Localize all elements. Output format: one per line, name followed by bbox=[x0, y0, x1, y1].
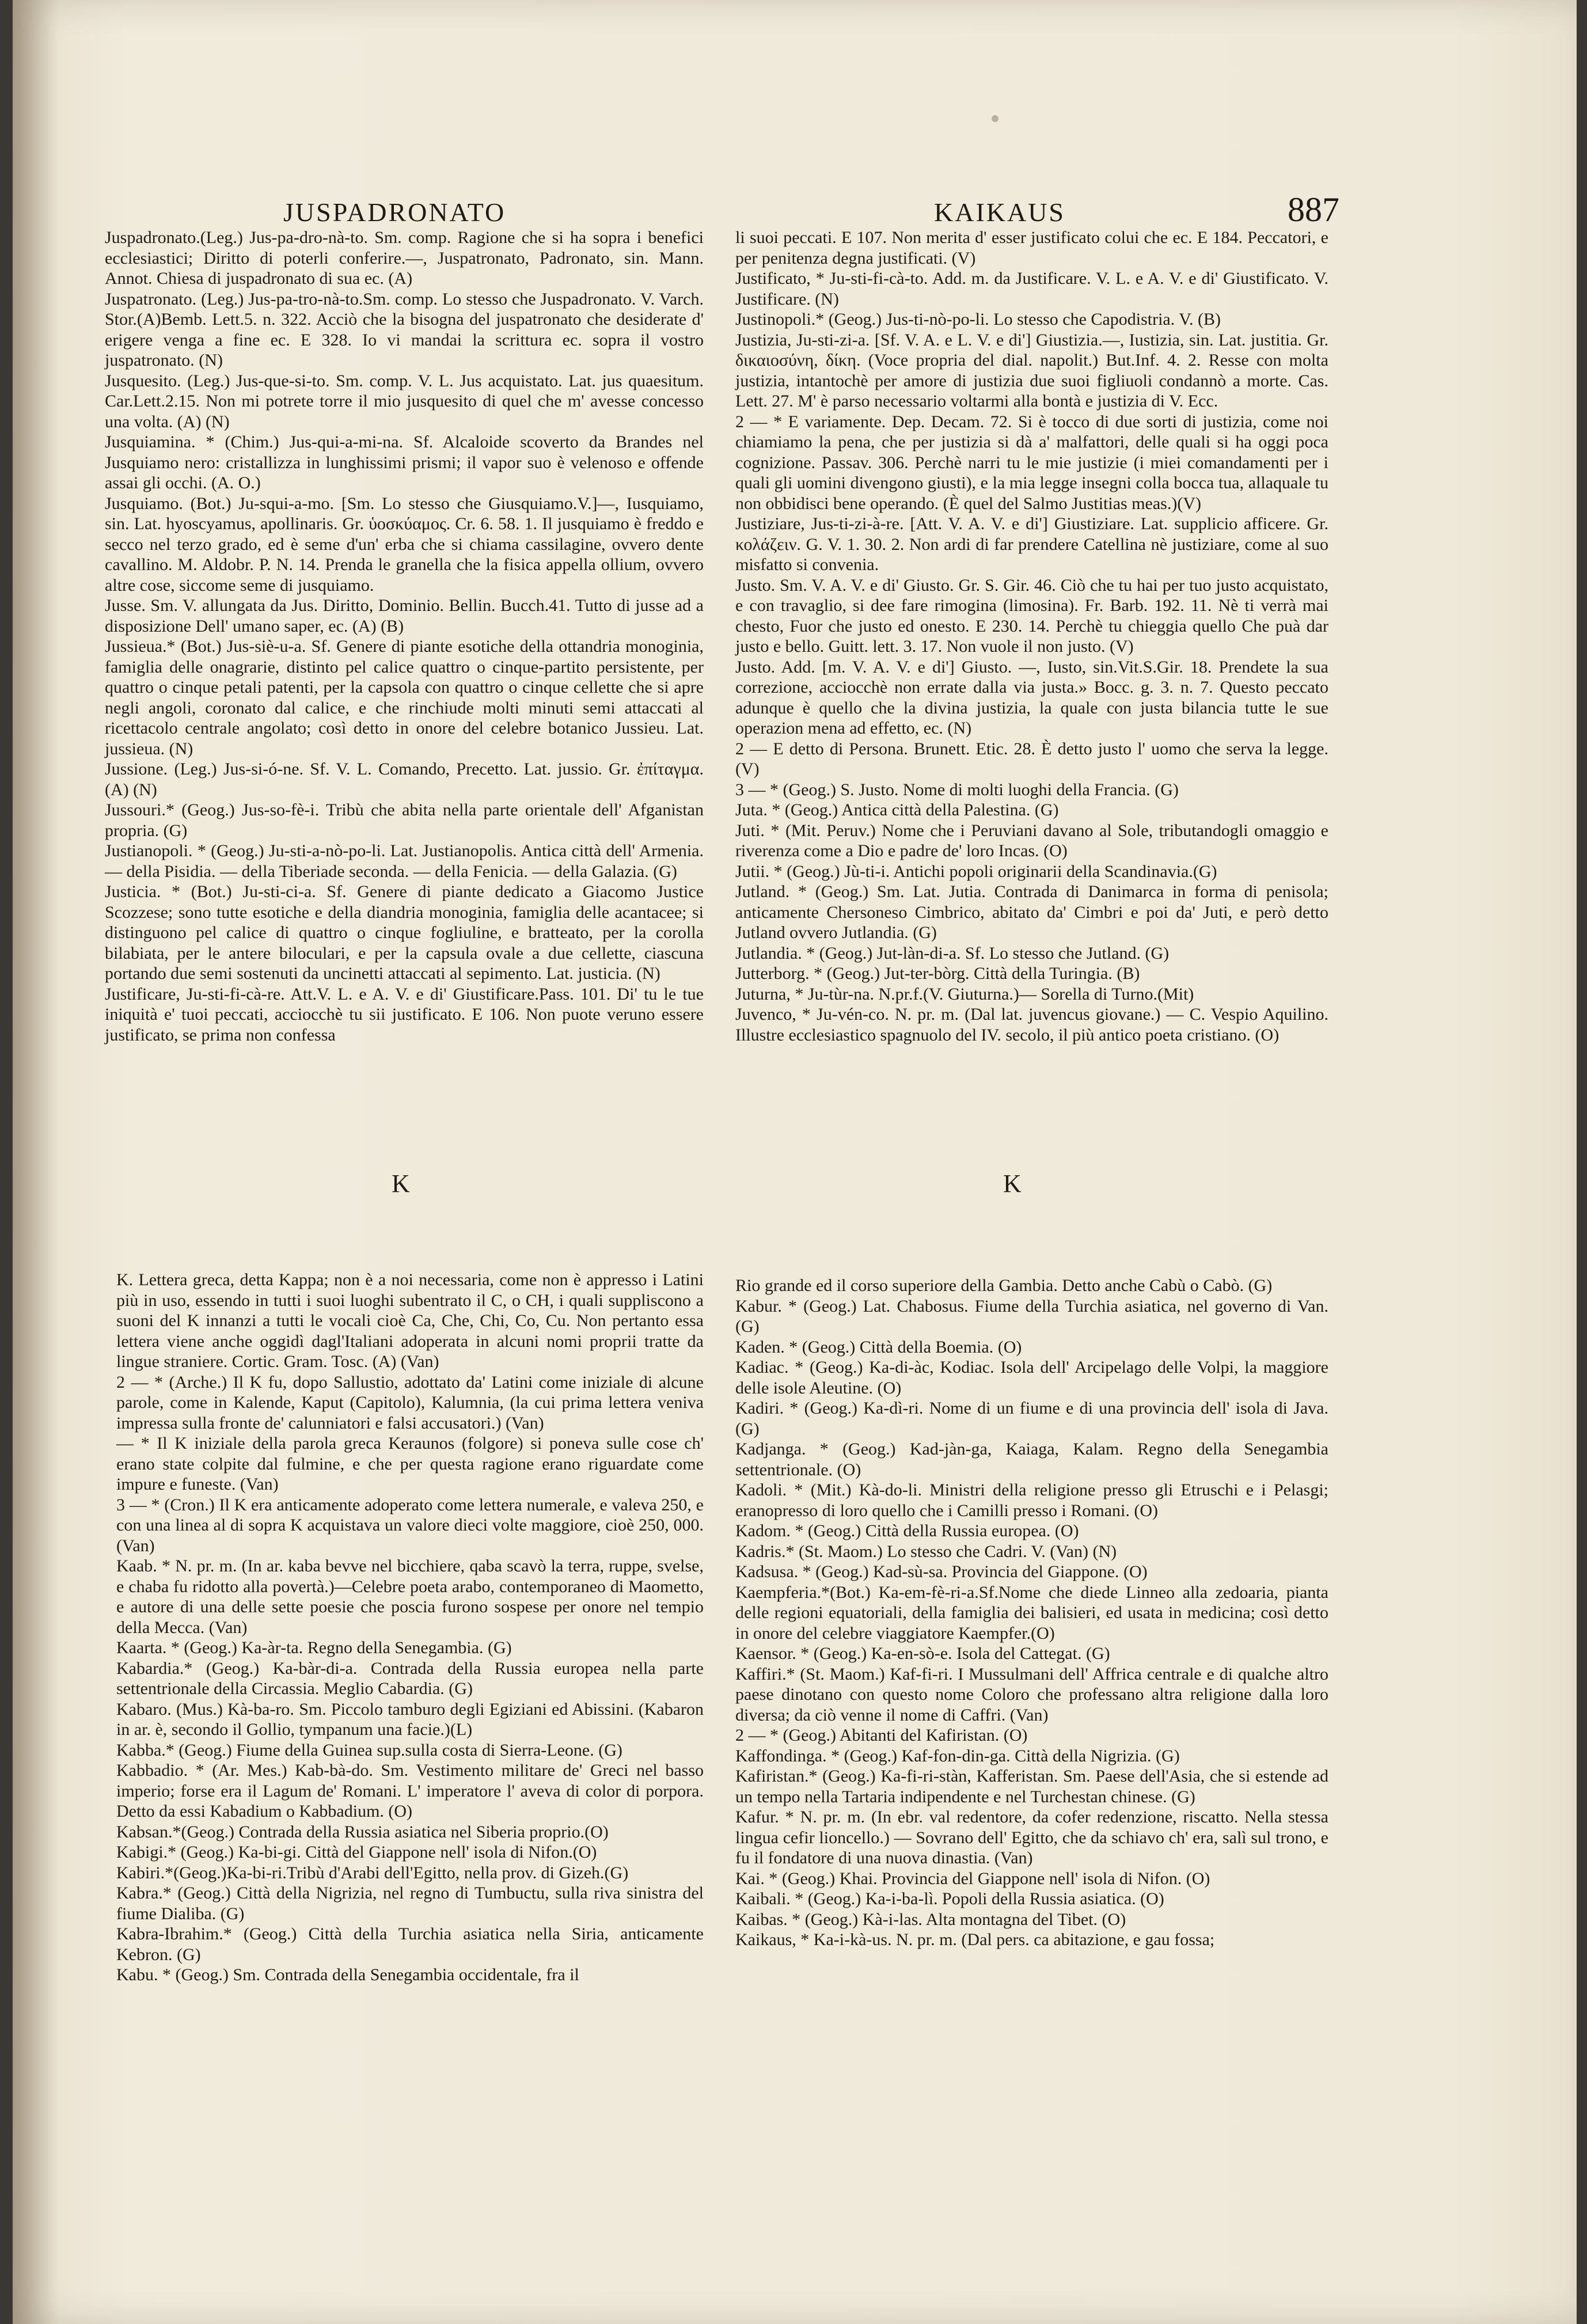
entry: Kafiristan.* (Geog.) Ka-fi-ri-stàn, Kafferistan. Sm. Paese dell'Asia, che si estende ad un tempo nella Tartaria indipendente e nel Turchestan chinese. (G) bbox=[735, 1767, 1328, 1806]
entry: Kadsusa. * (Geog.) Kad-sù-sa. Provincia del Giappone. (O) bbox=[735, 1562, 1148, 1581]
entry: Kabaro. (Mus.) Kà-ba-ro. Sm. Piccolo tamburo degli Egiziani ed Abissini. (Kabaron in ar. è, secondo il Gollio, tympanum una facie.)(L) bbox=[116, 1699, 704, 1739]
entry: Juvenco, * Ju-vén-co. N. pr. m. (Dal lat. juvencus giovane.) — C. Vespio Aquilino. Illustre ecclesiastico spagnuolo del IV. secolo, il più antico poeta cristiano. (O) bbox=[735, 1005, 1328, 1045]
entry: Kafur. * N. pr. m. (In ebr. val redentore, da cofer redenzione, riscatto. Nella stessa lingua cefir lioncello.) — Sovrano dell' Egitto, che da schiavo ch' era, salì sul trono, e fu il fondatore di una nuova dinastia. (Van) bbox=[735, 1807, 1328, 1867]
entry: Kaden. * (Geog.) Città della Boemia. (O) bbox=[735, 1337, 1022, 1357]
entry: Juturna, * Ju-tùr-na. N.pr.f.(V. Giuturna.)— Sorella di Turno.(Mit) bbox=[735, 984, 1194, 1004]
section-letter-left: K bbox=[392, 1169, 410, 1198]
entry: Kabra.* (Geog.) Città della Nigrizia, nel regno di Tumbuctu, sulla riva sinistra del fiume Dialiba. (G) bbox=[116, 1883, 704, 1923]
entry: Kadoli. * (Mit.) Kà-do-li. Ministri della religione presso gli Etruschi e i Pelasgi; eranopresso di loro quello che i Camilli presso i Romani. (O) bbox=[735, 1480, 1328, 1520]
entry: Kaibali. * (Geog.) Ka-i-ba-lì. Popoli della Russia asiatica. (O) bbox=[735, 1889, 1164, 1908]
entry: Kabra-Ibrahim.* (Geog.) Città della Turchia asiatica nella Siria, anticamente Kebron. (G) bbox=[116, 1924, 704, 1964]
page-number: 887 bbox=[1288, 191, 1339, 229]
entry: Kaempferia.*(Bot.) Ka-em-fè-ri-a.Sf.Nome che diede Linneo alla zedoaria, pianta delle regioni equatoriali, della famiglia dei balisieri, ed usata in medicina; così detto in onore del celebre viaggiatore Kaempfer.(O) bbox=[735, 1582, 1328, 1643]
entry: Juti. * (Mit. Peruv.) Nome che i Peruviani davano al Sole, tributandogli omaggio e riverenza come a Dio e padre de' loro Incas. (O) bbox=[735, 821, 1328, 860]
entry: Rio grande ed il corso superiore della Gambia. Detto anche Cabù o Cabò. (G) bbox=[735, 1276, 1273, 1295]
entry: Justificare, Ju-sti-fi-cà-re. Att.V. L. e A. V. e di' Giustificare.Pass. 101. Di' tu le tue iniquità e' tuoi peccati, acciocchè tu sii justificato. E 106. Non puote veruno essere justificato, se prima non confessa bbox=[105, 984, 704, 1045]
entry: 3 — * (Geog.) S. Justo. Nome di molti luoghi della Francia. (G) bbox=[735, 780, 1179, 799]
entry: Jutii. * (Geog.) Jù-ti-i. Antichi popoli originarii della Scandinavia.(G) bbox=[735, 861, 1217, 881]
entry: Jusquiamina. * (Chim.) Jus-qui-a-mi-na. Sf. Alcaloide scoverto da Brandes nel Jusquiamo nero: cristallizza in lunghissimi prismi; il vapor suo è velenoso e offende assai gli occhi. (A. O.) bbox=[105, 432, 704, 492]
entry: 2 — E detto di Persona. Brunett. Etic. 28. È detto justo l' uomo che serva la legge. (V) bbox=[735, 739, 1328, 779]
entry: Kaffiri.* (St. Maom.) Kaf-fi-ri. I Mussulmani dell' Affrica centrale e di qualche altro paese dinotano con questo nome Coloro che professano altra religione dalla loro diversa; da ciò venne il nome di Caffri. (Van) bbox=[735, 1664, 1328, 1725]
entry: Juta. * (Geog.) Antica città della Palestina. (G) bbox=[735, 800, 1059, 819]
entry: Kadris.* (St. Maom.) Lo stesso che Cadri. V. (Van) (N) bbox=[735, 1541, 1117, 1561]
entry: Jusquesito. (Leg.) Jus-que-si-to. Sm. comp. V. L. Jus acquistato. Lat. jus quaesitum. Car.Lett.2.15. Non mi potrete torre il mio jusquesito di quel che m' avesse concesso una volta. (A) (N) bbox=[105, 371, 704, 431]
entry: Juspatronato. (Leg.) Jus-pa-tro-nà-to.Sm. comp. Lo stesso che Juspadronato. V. Varch. Stor.(A)Bemb. Lett.5. n. 322. Acciò che la bisogna del juspatronato che desiderate d' erigere venga a fine ec. E 328. Io vi mandai la scrittura ec. sopra il vostro juspatronato. (N) bbox=[105, 289, 704, 370]
entry: Justificato, * Ju-sti-fi-cà-to. Add. m. da Justificare. V. L. e A. V. e di' Giustificato. V. Justificare. (N) bbox=[735, 269, 1328, 309]
entry: 3 — * (Cron.) Il K era anticamente adoperato come lettera numerale, e valeva 250, e con una linea al di sopra K acquistava un valore dieci volte maggiore, cioè 250, 000. (Van) bbox=[116, 1495, 704, 1555]
entry: Kabba.* (Geog.) Fiume della Guinea sup.sulla costa di Sierra-Leone. (G) bbox=[116, 1740, 622, 1760]
entry: Justianopoli. * (Geog.) Ju-sti-a-nò-po-li. Lat. Justianopolis. Antica città dell' Armenia. — della Pisidia. — della Tiberiade seconda. — della Fenicia. — della Galazia. (G) bbox=[105, 841, 704, 881]
entry: Kabur. * (Geog.) Lat. Chabosus. Fiume della Turchia asiatica, nel governo di Van. (G) bbox=[735, 1296, 1328, 1336]
entry: Jutlandia. * (Geog.) Jut-làn-di-a. Sf. Lo stesso che Jutland. (G) bbox=[735, 943, 1170, 963]
entry: Kabu. * (Geog.) Sm. Contrada della Senegambia occidentale, fra il bbox=[116, 1965, 579, 1984]
entry: Justo. Sm. V. A. V. e di' Giusto. Gr. S. Gir. 46. Ciò che tu hai per tuo justo acquistato, e con travaglio, si dee fare rimogina (limosina). Fr. Barb. 192. 11. Nè ti verrà mai chesto, Fuor che justo ed onesto. E 230. 14. Perchè tu chieggia quello Che puà dar justo e bello. Guitt. lett. 3. 17. Non vuole il non justo. (V) bbox=[735, 575, 1328, 656]
left-column-bottom bbox=[116, 1270, 704, 1985]
entry: Jussouri.* (Geog.) Jus-so-fè-i. Tribù che abita nella parte orientale dell' Afganistan propria. (G) bbox=[105, 800, 704, 840]
entry: Kadjanga. * (Geog.) Kad-jàn-ga, Kaiaga, Kalam. Regno della Senegambia settentrionale. (O) bbox=[735, 1440, 1328, 1479]
section-letter-right: K bbox=[1003, 1169, 1022, 1198]
entry: — * Il K iniziale della parola greca Keraunos (folgore) si poneva sulle cose ch' erano state colpite dal fulmine, e che per questa ragione erano riguardate come impure e funeste. (Van) bbox=[116, 1434, 704, 1494]
left-column-top bbox=[105, 227, 704, 1045]
entry: Jutland. * (Geog.) Sm. Lat. Jutia. Contrada di Danimarca in forma di penisola; anticamente Chersoneso Cimbrico, abitato da' Cimbri e poi da' Juti, e però detto Jutland ovvero Jutlandia. (G) bbox=[735, 882, 1328, 942]
entry: Kaibas. * (Geog.) Kà-i-las. Alta montagna del Tibet. (O) bbox=[735, 1909, 1126, 1929]
entry: Kaffondinga. * (Geog.) Kaf-fon-din-ga. Città della Nigrizia. (G) bbox=[735, 1746, 1180, 1765]
entry: Justo. Add. [m. V. A. V. e di'] Giusto. —, Iusto, sin.Vit.S.Gir. 18. Prendete la sua correzione, acciocchè non errate dalla via justa.» Bocc. g. 3. n. 7. Questo peccato adunque è quello che la divina justizia, la quale con justa bilancia tutte le sue operazion mena ad effetto, ec. (N) bbox=[735, 657, 1328, 738]
header-right-title: KAIKAUS bbox=[934, 198, 1065, 227]
entry: li suoi peccati. E 107. Non merita d' esser justificato colui che ec. E 184. Peccatori, e per penitenza degna justificati. (V) bbox=[735, 228, 1328, 268]
entry: Jussieua.* (Bot.) Jus-siè-u-a. Sf. Genere di piante esotiche della ottandria monoginia, famiglia delle onagrarie, distinto pel calice quattro o cinque-partito persistente, per quattro o cinque petali patenti, per la capsola con quattro o cinque cellette che si apre negli angoli, coronato dal calice, e che rinchiude molti minuti semi attaccati al ricettacolo centrale angolato; così detto in onore del celebre botanico Jussieu. Lat. jussieua. (N) bbox=[105, 637, 704, 758]
entry: Kabiri.*(Geog.)Ka-bi-ri.Tribù d'Arabi dell'Egitto, nella prov. di Gizeh.(G) bbox=[116, 1863, 629, 1882]
entry: Kaab. * N. pr. m. (In ar. kaba bevve nel bicchiere, qaba scavò la terra, ruppe, svelse, e chaba fu ridotto alla povertà.)—Celebre poeta arabo, contemporaneo di Maometto, e autore di una delle sette poesie che poscia furono sospese per onore nel tempio della Mecca. (Van) bbox=[116, 1556, 704, 1637]
dictionary-page bbox=[13, 0, 1577, 2324]
entry: 2 — * (Geog.) Abitanti del Kafiristan. (O) bbox=[735, 1726, 1028, 1745]
entry: Kabsan.*(Geog.) Contrada della Russia asiatica nel Siberia proprio.(O) bbox=[116, 1822, 609, 1841]
entry: K. Lettera greca, detta Kappa; non è a noi necessaria, come non è appresso i Latini più in uso, essendo in tutti i suoi luoghi subentrato il C, o CH, i quali suppliscono a suoni del K innanzi a tutti le vocali cioè Ca, Che, Chi, Co, Cu. Non pertanto essa lettera viene anche oggidì dagl'Italiani adoperata in alcuni nomi proprii tratte da lingue straniere. Cortic. Gram. Tosc. (A) (Van) bbox=[116, 1270, 704, 1371]
entry: 2 — * E variamente. Dep. Decam. 72. Si è tocco di due sorti di justizia, come noi chiamiamo la pena, che per justizia si dà a' malfattori, delle quali si ha oggi poca cognizione. Passav. 306. Perchè narri tu le mie justizie (i miei comandamenti per i quali gli uomini divengono giusti), e la mia legge insegni colla bocca tua, allaquale tu non obbidisci bene operando. (È quel del Salmo Justitias meas.)(V) bbox=[735, 412, 1328, 513]
entry: Jussione. (Leg.) Jus-si-ó-ne. Sf. V. L. Comando, Precetto. Lat. jussio. Gr. ἐπίταγμα. (A) (N) bbox=[105, 760, 704, 799]
entry: Kaarta. * (Geog.) Ka-àr-ta. Regno della Senegambia. (G) bbox=[116, 1638, 512, 1657]
entry: Kaensor. * (Geog.) Ka-en-sò-e. Isola del Cattegat. (G) bbox=[735, 1644, 1110, 1663]
entry: Jusse. Sm. V. allungata da Jus. Diritto, Dominio. Bellin. Bucch.41. Tutto di jusse ad a disposizione Dell' umano saper, ec. (A) (B) bbox=[105, 596, 704, 636]
entry: Justizia, Ju-sti-zi-a. [Sf. V. A. e L. V. e di'] Giustizia.—, Iustizia, sin. Lat. justitia. Gr. δικαιοσύνη, δίκη. (Voce propria del dial. napolit.) But.Inf. 4. 2. Resse con molta justizia, intantochè per amore di justizia due suoi figliuoli condannò a morte. Cas. Lett. 27. M' è parso necessario voltarmi alla bontà e justizia di V. Ecc. bbox=[735, 330, 1328, 411]
entry: Kadiri. * (Geog.) Ka-dì-ri. Nome di un fiume e di una provincia dell' isola di Java. (G) bbox=[735, 1399, 1328, 1438]
entry: 2 — * (Arche.) Il K fu, dopo Sallustio, adottato da' Latini come iniziale di alcune parole, come in Kalende, Kaput (Capitolo), Kalumnia, (la cui prima lettera veniva impressa sulla fronte de' calunniatori e falsi accusatori.) (Van) bbox=[116, 1372, 704, 1433]
entry: Justiziare, Jus-ti-zi-à-re. [Att. V. A. V. e di'] Giustiziare. Lat. supplicio afficere. Gr. κολάζειν. G. V. 1. 30. 2. Non ardi di far prendere Catellina nè justiziare, come al suo misfatto si convenia. bbox=[735, 514, 1328, 574]
entry: Justinopoli.* (Geog.) Jus-ti-nò-po-li. Lo stesso che Capodistria. V. (B) bbox=[735, 310, 1221, 329]
entry: Jutterborg. * (Geog.) Jut-ter-bòrg. Città della Turingia. (B) bbox=[735, 964, 1140, 983]
entry: Kai. * (Geog.) Khai. Provincia del Giappone nell' isola di Nifon. (O) bbox=[735, 1869, 1210, 1888]
entry: Juspadronato.(Leg.) Jus-pa-dro-nà-to. Sm. comp. Ragione che si ha sopra i benefici ecclesiastici; Diritto di poterli conferire.—, Juspatronato, Padronato, sin. Mann. Annot. Chiesa di juspadronato di sua ec. (A) bbox=[105, 228, 704, 288]
header-left-title: JUSPADRONATO bbox=[283, 198, 506, 227]
entry: Kabigi.* (Geog.) Ka-bi-gi. Città del Giappone nell' isola di Nifon.(O) bbox=[116, 1843, 597, 1862]
right-column-top bbox=[735, 227, 1328, 1045]
entry: Jusquiamo. (Bot.) Ju-squi-a-mo. [Sm. Lo stesso che Giusquiamo.V.]—, Iusquiamo, sin. Lat. hyoscyamus, apollinaris. Gr. ὑοσκύαμος. Cr. 6. 58. 1. Il jusquiamo è freddo e secco nel terzo grado, ed è seme d'un' erba che si chiama cassilagine, ovvero dente cavallino. M. Aldobr. P. N. 14. Prenda le granella che la fisica appella ollium, ovvero altre cose, siccome seme di jusquiamo. bbox=[105, 493, 704, 595]
entry: Kadiac. * (Geog.) Ka-di-àc, Kodiac. Isola dell' Arcipelago delle Volpi, la maggiore delle isole Aleutine. (O) bbox=[735, 1358, 1328, 1398]
entry: Kabardia.* (Geog.) Ka-bàr-di-a. Contrada della Russia europea nella parte settentrionale della Circassia. Meglio Cabardia. (G) bbox=[116, 1658, 704, 1698]
right-column-bottom bbox=[735, 1275, 1328, 1950]
entry: Kadom. * (Geog.) Città della Russia europea. (O) bbox=[735, 1521, 1079, 1540]
entry: Kaikaus, * Ka-i-kà-us. N. pr. m. (Dal pers. ca abitazione, e gau fossa; bbox=[735, 1930, 1215, 1949]
ink-spot bbox=[992, 115, 998, 122]
entry: Justicia. * (Bot.) Ju-sti-ci-a. Sf. Genere di piante dedicato a Giacomo Justice Scozzese; sono tutte esotiche e della diandria monoginia, famiglia delle acantacee; si distinguono pel calice di quattro o cinque fogliuline, e bratteato, per la corolla bilabiata, per le antere biloculari, e per la capsula ovale a due cellette, ciascuna portando due semi sostenuti da uncinetti attaccati al sepimento. Lat. justicia. (N) bbox=[105, 882, 704, 983]
entry: Kabbadio. * (Ar. Mes.) Kab-bà-do. Sm. Vestimento militare de' Greci nel basso imperio; forse era il Lagum de' Romani. L' imperatore l' aveva di color di porpora. Detto da essi Kabadium o Kabbadium. (O) bbox=[116, 1761, 704, 1821]
